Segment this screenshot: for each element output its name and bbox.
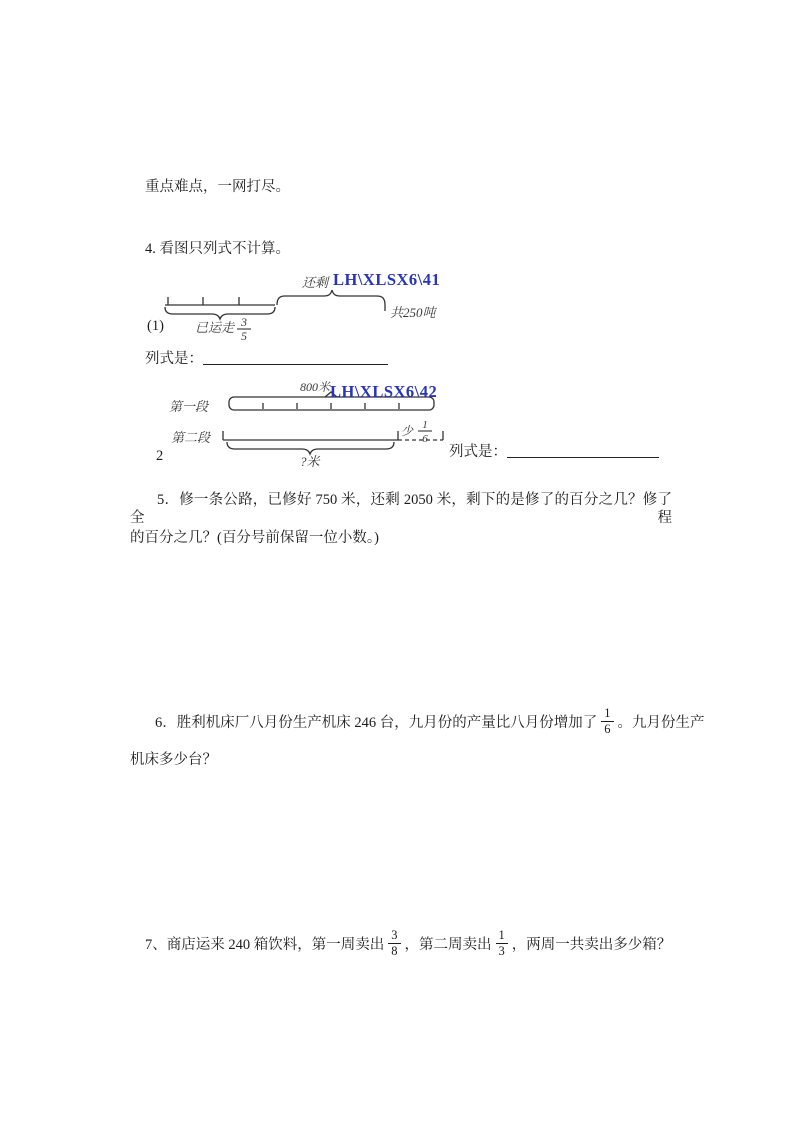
question-5-line2: 的百分之几？(百分号前保留一位小数。) [130,530,379,546]
question-7-text-part2: ，第二周卖出 [404,936,492,953]
question-6-text-part1: 6．胜利机床厂八月份生产机床 246 台，九月份的产量比八月份增加了 [155,714,598,731]
question-4-title: 4. 看图只列式不计算。 [145,241,290,257]
diagram2-bar1-ticks [263,403,399,409]
diagram2-less-frac-den: 6 [422,433,428,445]
diagram1-done-frac-den: 5 [241,329,247,343]
question-5-line1: 5．修一条公路，已修好 750 米，还剩 2050 米，剩下的是修了的百分之几？修了全程 [130,492,672,527]
diagram2-question-mark-meters: ?米 [300,454,320,469]
diagram1-done-frac-num: 3 [241,315,247,329]
question-6-fraction [601,706,613,736]
fraction-denominator: 6 [604,721,611,736]
header-note: 重点难点，一网打尽。 [145,179,290,195]
expression-row-2 [449,440,659,461]
fraction-numerator: 3 [388,928,400,943]
question-7-fraction-1 [388,928,400,958]
diagram1-underbrace [165,307,275,319]
expression-label-2: 列式是： [449,444,507,460]
diagram1-handwriting-total: 共250吨 [390,305,436,320]
question-6-line2: 机床多少台？ [130,752,217,768]
answer-blank-line-2 [507,443,659,458]
fraction-numerator: 1 [496,928,508,943]
diagram2-item-label: 2 [156,448,164,464]
question-6-text-part2: 。九月份生产 [617,714,705,731]
answer-blank-line-1 [203,350,388,365]
question-7-text-part3: ，两周一共卖出多少箱？ [511,936,672,953]
diagram1-handwriting-done: 已运走 [195,320,235,335]
question-7-fraction-2 [496,928,508,958]
fraction-numerator: 1 [601,706,613,721]
diagram2-handwriting-less: 少 [401,424,414,438]
diagram2-segment2-label: 第二段 [171,430,211,445]
question-7-line [130,921,671,965]
diagram2-less-frac-num: 1 [422,419,428,431]
expression-row-1 [145,347,388,368]
diagram2-handwriting-800m: 800米 [300,380,331,394]
question-7-text-part1: 7、商店运来 240 箱饮料，第一周卖出 [145,936,385,953]
expression-label-1: 列式是： [145,351,203,367]
image-placeholder-text-2: LH\XLSX6\42 [330,382,438,401]
diagram1-overbrace [277,290,385,305]
image-placeholder-text-1: LH\XLSX6\41 [333,270,441,289]
diagram2-bar2-line [223,431,398,440]
diagram2-segment1-label: 第一段 [169,399,209,414]
question-6-line1 [130,701,705,741]
fraction-denominator: 3 [498,943,505,958]
diagram1-item-label: (1) [147,318,164,334]
diagram1-handwriting-remain: 还剩 [302,275,329,290]
fraction-denominator: 8 [391,943,398,958]
diagram2-underbrace [227,442,394,454]
diagram1-ticks [168,297,239,305]
